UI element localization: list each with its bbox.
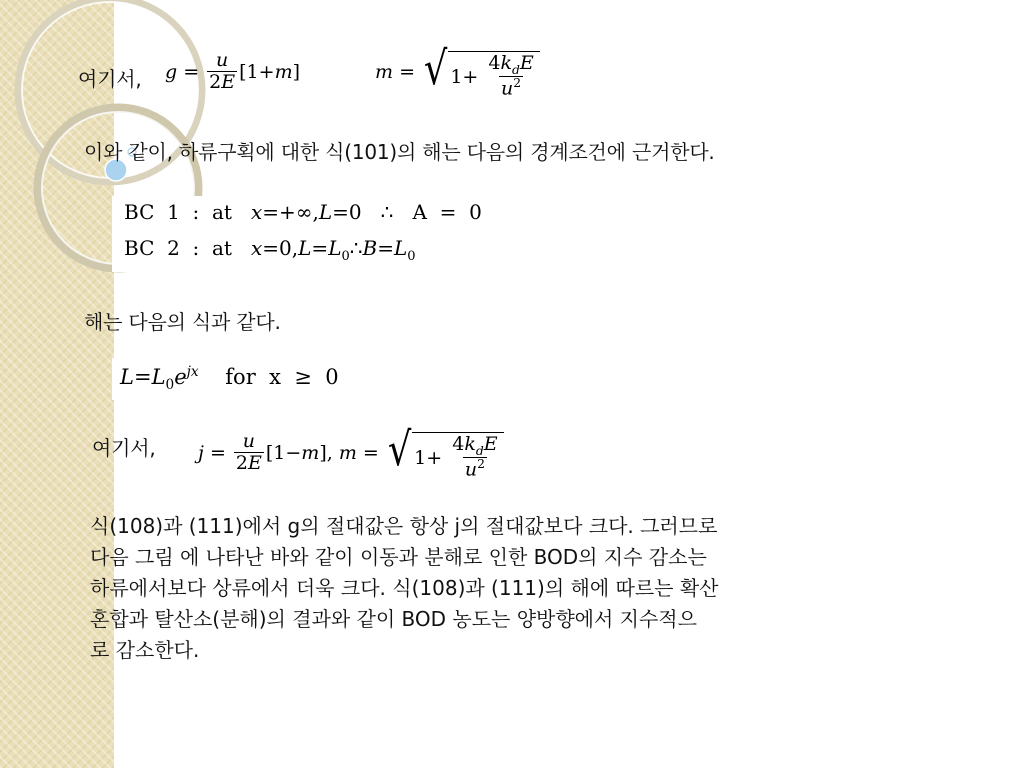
label-where-2: 여기서,	[92, 436, 156, 460]
boundary-conditions-box	[112, 196, 532, 272]
explanation-paragraph	[90, 511, 920, 666]
solution-equation: $L=L_0e^{jx}$ for x ≥ 0	[112, 358, 382, 400]
paragraph-line: 식(108)과 (111)에서 g의 절대값은 항상 j의 절대값보다 크다. 그러므로	[90, 514, 718, 538]
bc2-equation: BC 2 : at $x=0,L=L_0\therefore B=L_0$	[124, 236, 416, 264]
paragraph-line: 다음 그림 에 나타난 바와 같이 이동과 분해로 인한 BOD의 지수 감소는	[90, 545, 707, 569]
paragraph-line: 하류에서보다 상류에서 더욱 크다. 식(108)과 (111)의 해에 따르는 확산	[90, 576, 719, 600]
paragraph-line: 로 감소한다.	[90, 638, 200, 662]
solution-intro: 해는 다음의 식과 같다.	[84, 310, 281, 334]
boundary-condition-intro: 이와 같이, 하류구획에 대한 식(101)의 해는 다음의 경계조건에 근거한다.	[84, 140, 715, 164]
bc1-equation: BC 1 : at x=+∞,L=0 ∴ A = 0	[124, 200, 482, 224]
label-where-1: 여기서,	[78, 67, 142, 91]
paragraph-line: 혼합과 탈산소(분해)의 결과와 같이 BOD 농도는 양방향에서 지수적으	[90, 607, 697, 631]
